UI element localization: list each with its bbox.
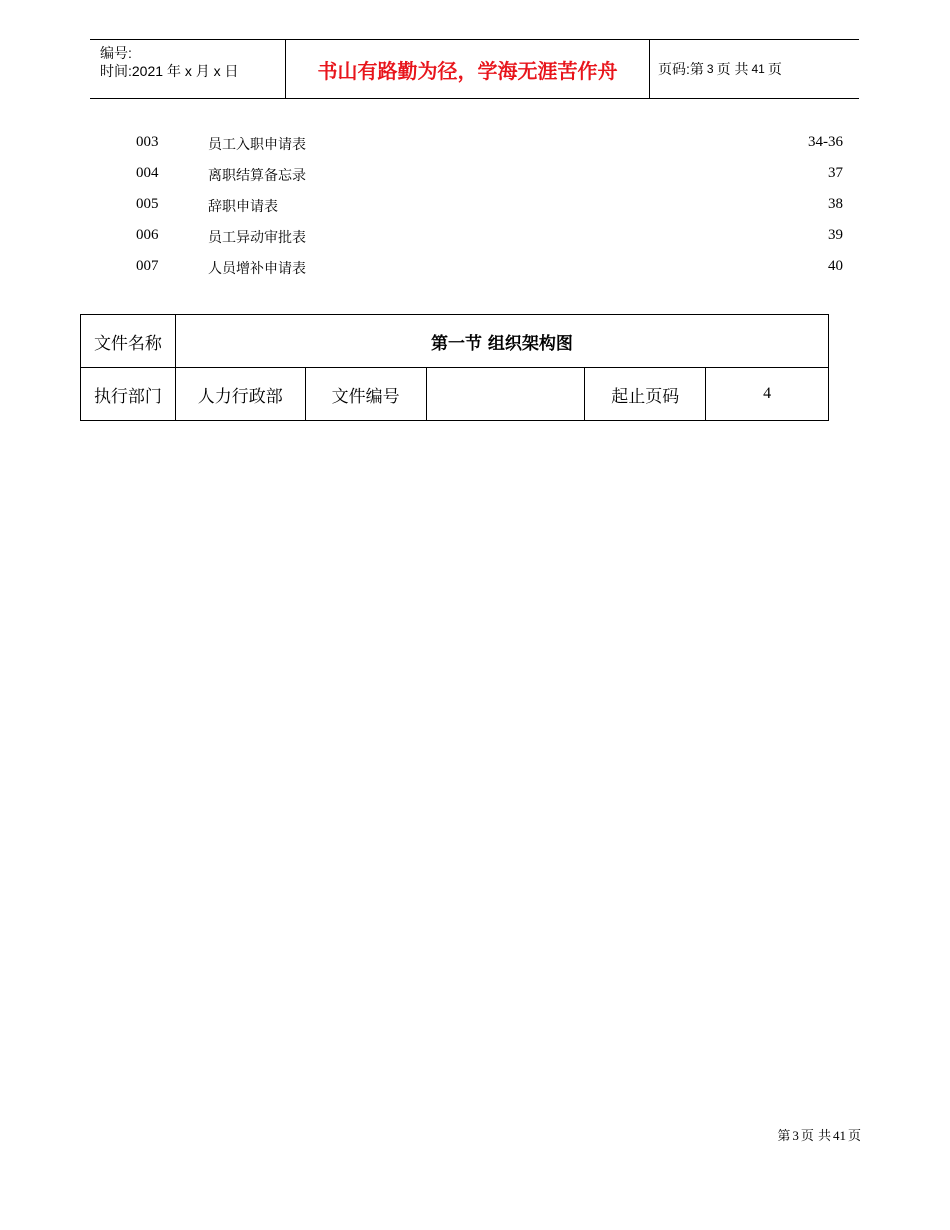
time-year-unit: 年 xyxy=(166,63,181,79)
document-number-label: 编号: xyxy=(100,45,132,61)
start-page-label: 起止页码 xyxy=(585,368,706,421)
appendix-code: 003 xyxy=(136,134,159,150)
file-no-label: 文件编号 xyxy=(305,368,426,421)
dept-label: 执行部门 xyxy=(81,368,176,421)
list-item xyxy=(0,162,950,193)
footer-mid: 页 共 xyxy=(800,1129,831,1144)
list-item xyxy=(0,131,950,162)
appendix-title: 离职结算备忘录 xyxy=(208,168,306,184)
time-label: 时间: xyxy=(100,63,132,79)
page-footer xyxy=(777,1125,861,1144)
start-page-value: 4 xyxy=(706,368,829,421)
footer-suffix: 页 xyxy=(847,1129,861,1144)
appendix-pages: 40 xyxy=(828,258,843,274)
list-item xyxy=(0,255,950,286)
table-row xyxy=(81,368,829,421)
appendix-list xyxy=(0,131,950,286)
list-item xyxy=(0,193,950,224)
appendix-pages: 34-36 xyxy=(808,134,843,150)
footer-current: 3 xyxy=(792,1128,799,1143)
header-meta-cell xyxy=(90,40,286,98)
appendix-code: 006 xyxy=(136,227,159,243)
file-name-value: 第一节 组织架构图 xyxy=(175,315,828,368)
appendix-pages: 39 xyxy=(828,227,843,243)
time-day-unit: 日 xyxy=(224,63,239,79)
time-year: 2021 xyxy=(131,63,164,79)
page-current: 3 xyxy=(706,62,714,76)
footer-prefix: 第 xyxy=(777,1129,791,1144)
page-header xyxy=(90,39,859,99)
page-prefix: 第 xyxy=(689,61,704,77)
time-month-unit: 月 xyxy=(195,63,210,79)
page-mid: 页 共 xyxy=(716,61,749,77)
appendix-code: 005 xyxy=(136,196,159,212)
header-page-counter xyxy=(658,40,782,98)
appendix-title: 员工入职申请表 xyxy=(208,137,306,153)
appendix-code: 004 xyxy=(136,165,159,181)
footer-total: 41 xyxy=(832,1128,846,1143)
appendix-pages: 38 xyxy=(828,196,843,212)
header-motto: 书山有路勤为径，学海无涯苦作舟 xyxy=(286,40,650,98)
appendix-title: 员工异动审批表 xyxy=(208,230,306,246)
time-month: x xyxy=(184,63,192,79)
document-time xyxy=(100,61,239,81)
time-day: x xyxy=(213,63,221,79)
page-suffix: 页 xyxy=(767,61,782,77)
appendix-title: 人员增补申请表 xyxy=(208,261,306,277)
file-info-table xyxy=(80,314,829,421)
table-row xyxy=(81,315,829,368)
file-no-value xyxy=(426,368,585,421)
file-name-label: 文件名称 xyxy=(81,315,176,368)
page-total: 41 xyxy=(751,62,765,76)
dept-value: 人力行政部 xyxy=(175,368,305,421)
list-item xyxy=(0,224,950,255)
appendix-title: 辞职申请表 xyxy=(208,199,278,215)
appendix-pages: 37 xyxy=(828,165,843,181)
page-label: 页码: xyxy=(658,61,690,77)
appendix-code: 007 xyxy=(136,258,159,274)
